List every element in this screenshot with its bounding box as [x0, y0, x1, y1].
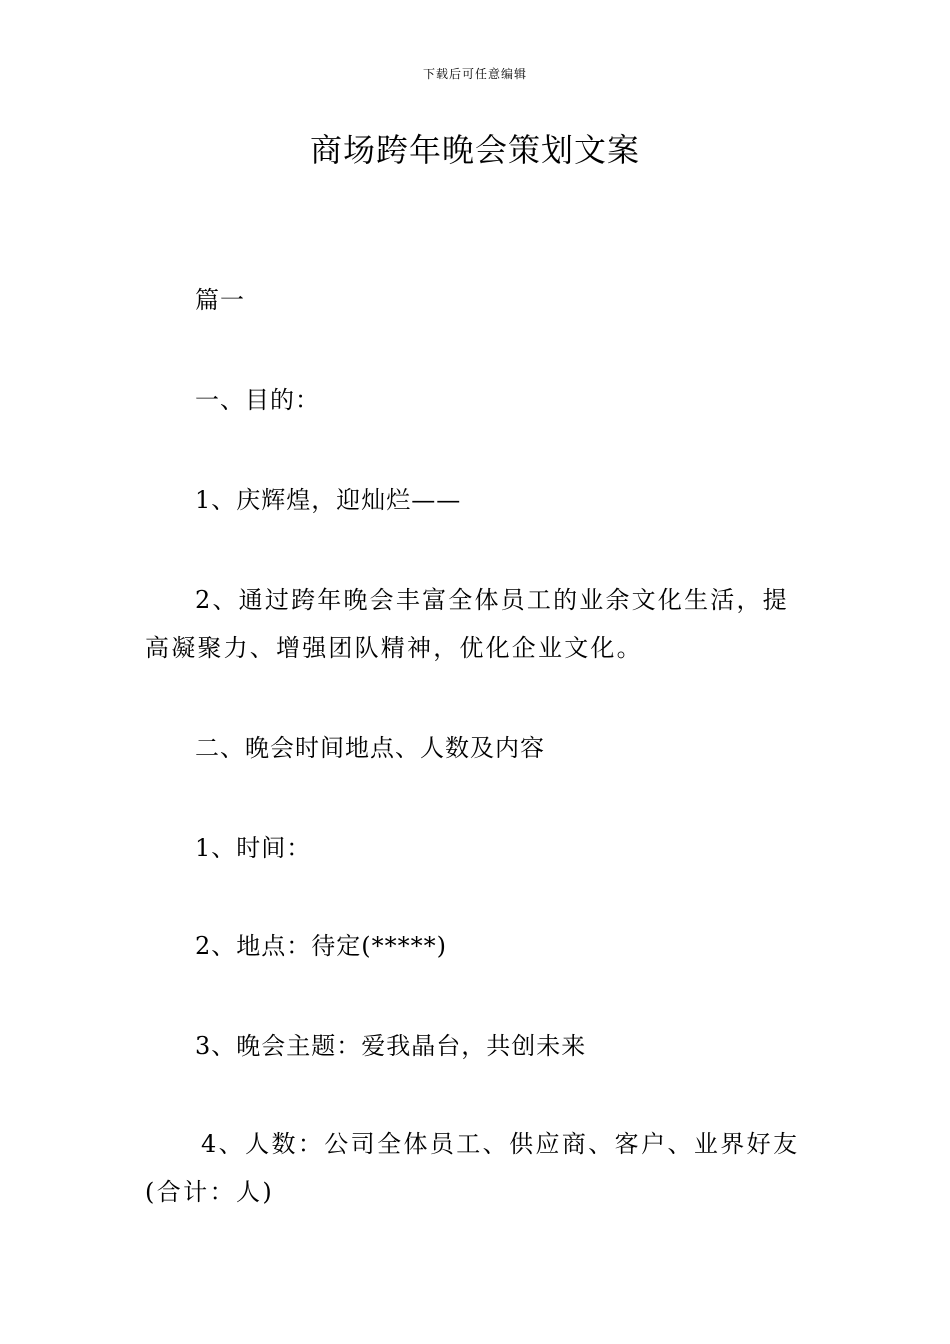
purpose-item-2: 2、通过跨年晚会丰富全体员工的业余文化生活，提高凝聚力、增强团队精神，优化企业文化。 [145, 586, 789, 662]
heading-time-place: 二、晚会时间地点、人数及内容 [195, 734, 545, 762]
detail-time: 1、时间： [195, 834, 312, 862]
detail-people: 4、人数：公司全体员工、供应商、客户、业界好友(合计：人) [145, 1130, 800, 1206]
purpose-item-1: 1、庆辉煌，迎灿烂—— [195, 486, 462, 514]
heading-purpose: 一、目的： [195, 386, 320, 414]
section-label: 篇一 [195, 286, 245, 314]
document-title: 商场跨年晚会策划文案 [309, 131, 640, 169]
detail-theme: 3、晚会主题：爱我晶台，共创未来 [195, 1032, 587, 1060]
detail-place: 2、地点：待定(*****) [195, 932, 447, 960]
header-note: 下载后可任意编辑 [422, 67, 527, 81]
